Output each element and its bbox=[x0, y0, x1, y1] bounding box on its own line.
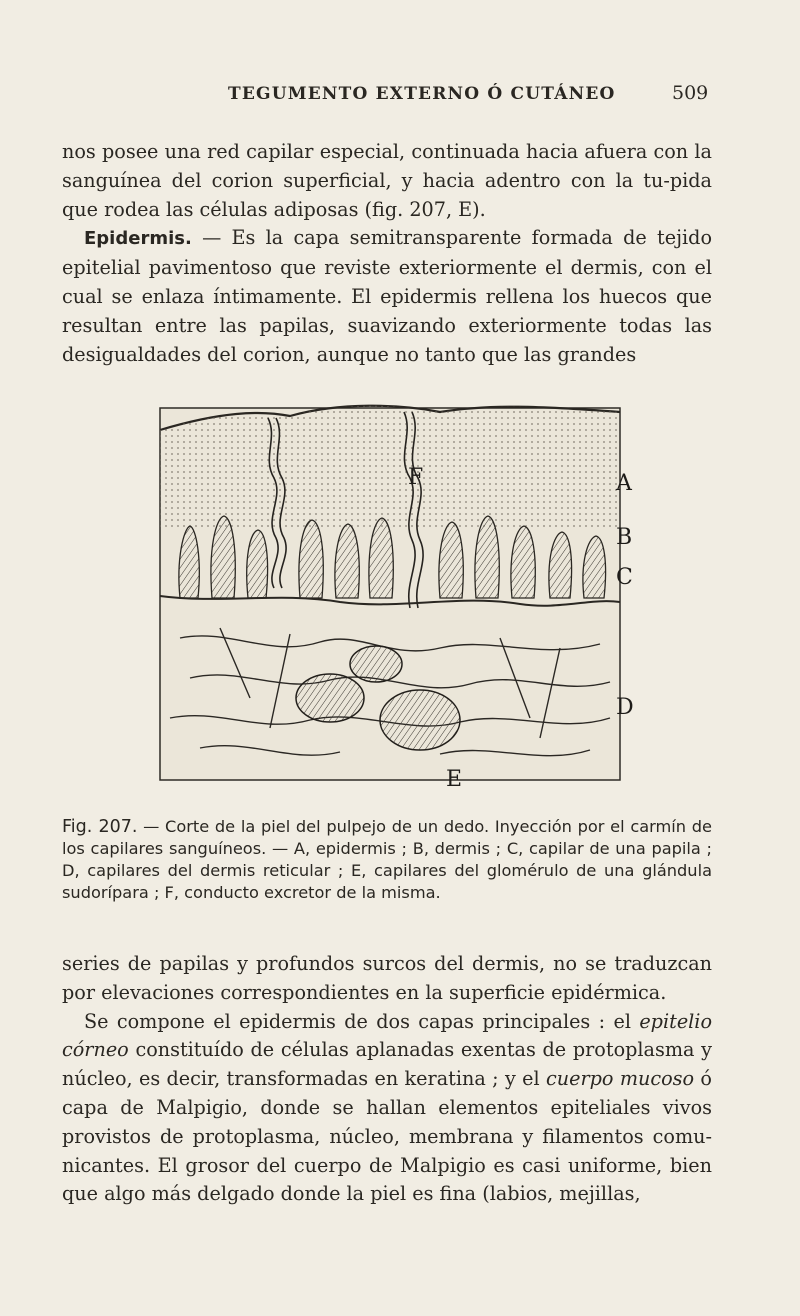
section-lead: Epidermis. bbox=[84, 228, 192, 250]
term-epitelio-corneo: epitelio córneo bbox=[62, 1009, 712, 1062]
figure-caption bbox=[62, 816, 712, 904]
page-number: 509 bbox=[672, 82, 709, 104]
paragraph-layers bbox=[62, 1008, 712, 1210]
label-a: A bbox=[616, 471, 632, 496]
epidermis-layer bbox=[160, 406, 620, 528]
term-cuerpo-mucoso: cuerpo mucoso bbox=[546, 1067, 695, 1091]
label-b: B bbox=[616, 525, 633, 550]
paragraph-continuation: nos posee una red capilar especial, continuada hacia afuera con la sanguínea del corion superficial, y hacia adentro con la tu-pida que rodea las células adiposas (fig. 207, E). bbox=[62, 140, 712, 221]
label-e: E bbox=[446, 767, 463, 792]
caption-text: — Corte de la piel del pulpejo de un dedo. Inyección por el carmín de los capilares sanguíneos. — A, epidermis ; B, dermis ; C, capilar de una papila ; D, capilares del dermis reticular ; E, capilares del glomérulo de una glándula sudorípara ; F, conducto excretor de la misma. bbox=[62, 817, 712, 902]
bottom-text-block bbox=[62, 950, 712, 1209]
label-c: C bbox=[616, 565, 633, 590]
running-head bbox=[0, 80, 800, 106]
paragraph-layers-part-3: ó capa de Malpigio, donde se hallan elementos epiteliales vivos provistos de protoplasma, núcleo, membrana y filamentos comu-nicantes. El grosor del cuerpo de Malpigio es casi uniforme, bien que algo más delgado donde la piel es fina (labios, mejillas, bbox=[62, 1067, 712, 1206]
paragraph-epidermis-text: — Es la capa semitransparente formada de tejido epitelial pavimentoso que reviste exteriormente el dermis, con el cual se enlaza íntimamente. El epidermis rellena los huecos que resultan entre las papilas, suavizando exteriormente todas las desigualdades del corion, aunque no tanto que las grandes bbox=[62, 226, 712, 366]
paragraph-layers-part-2: constituído de células aplanadas exentas de protoplasma y núcleo, es decir, transformadas en keratina ; y el bbox=[62, 1038, 712, 1091]
top-text-block bbox=[62, 138, 712, 369]
skin-section-engraving bbox=[140, 398, 640, 806]
label-d: D bbox=[616, 695, 634, 720]
caption-label: Fig. 207. bbox=[62, 817, 138, 837]
figure-207-illustration bbox=[140, 398, 640, 806]
paragraph-continuation-2: series de papilas y profundos surcos del dermis, no se traduzcan por elevaciones correspondientes en la superficie epidérmica. bbox=[62, 952, 712, 1004]
paragraph-layers-part-1: Se compone el epidermis de dos capas principales : el bbox=[84, 1009, 640, 1033]
paragraph-epidermis bbox=[62, 224, 712, 369]
label-f: F bbox=[408, 465, 424, 490]
running-title: TEGUMENTO EXTERNO Ó CUTÁNEO bbox=[228, 84, 616, 104]
